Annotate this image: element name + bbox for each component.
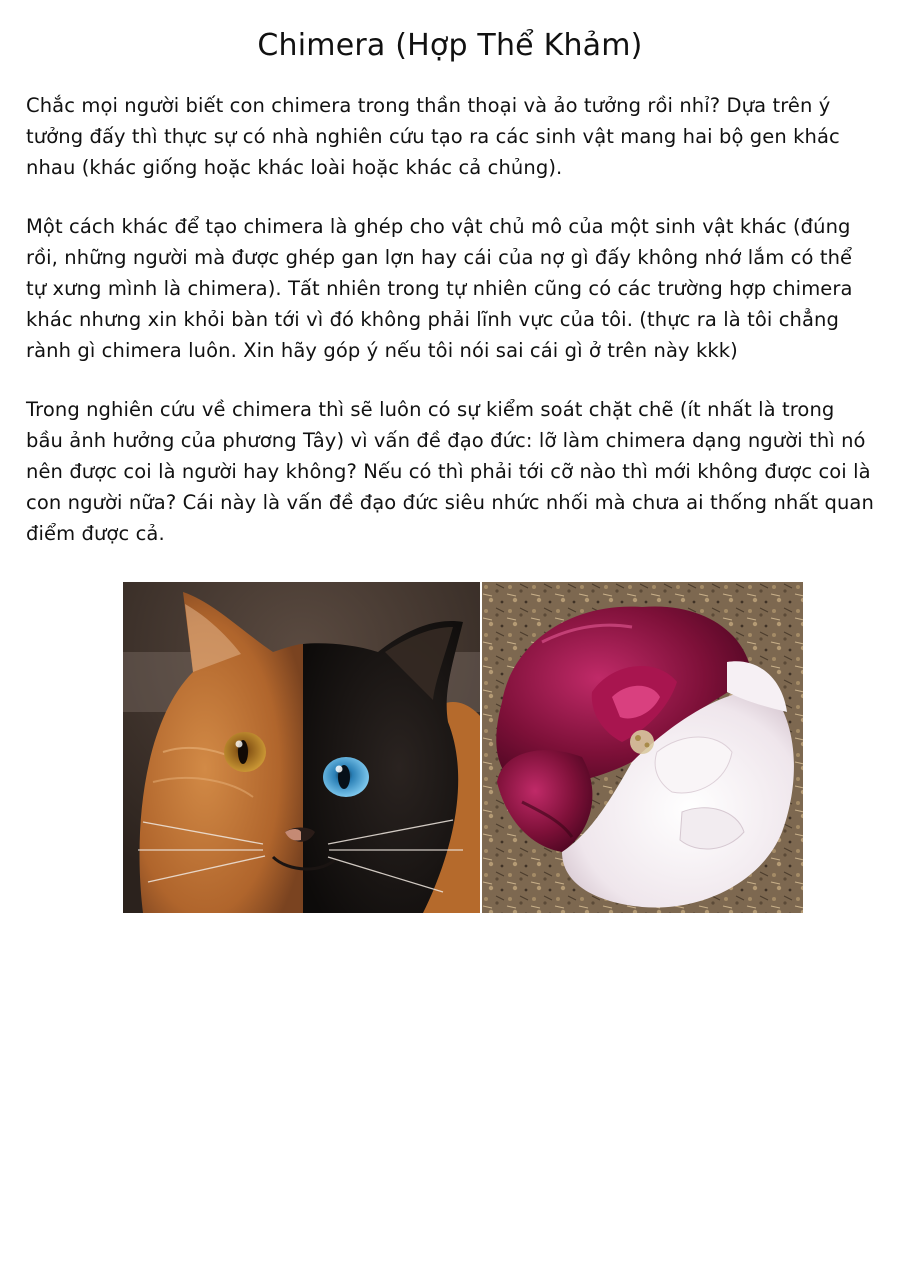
chimera-cat-photo [123, 582, 480, 913]
paragraph-3: Trong nghiên cứu về chimera thì sẽ luôn có sự kiểm soát chặt chẽ (ít nhất là trong bầu ảnh hưởng của phương Tây) vì vấn đề đạo đức: lỡ làm chimera dạng người thì nó nên được coi là người hay không? Nếu có thì phải tới cỡ nào thì mới không được coi là con người nữa? Cái này là vấn đề đạo đức siêu nhức nhối mà chưa ai thống nhất quan điểm được cả. [26, 398, 874, 545]
paragraph-2: Một cách khác để tạo chimera là ghép cho vật chủ mô của một sinh vật khác (đúng rồi, những người mà được ghép gan lợn hay cái của nợ gì đấy không nhớ lắm có thể tự xưng mình là chimera). Tất nhiên trong tự nhiên cũng có các trường hợp chimera khác nhưng xin khỏi bàn tới vì đó không phải lĩnh vực của tôi. (thực ra là tôi chẳng rành gì chimera luôn. Xin hãy góp ý nếu tôi nói sai cái gì ở trên này kkk) [26, 215, 853, 362]
image-pair [123, 582, 803, 913]
page-title: Chimera (Hợp Thể Khảm) [257, 28, 643, 63]
paragraph-1: Chắc mọi người biết con chimera trong thần thoại và ảo tưởng rồi nhỉ? Dựa trên ý tưởng đấy thì thực sự có nhà nghiên cứu tạo ra các sinh vật mang hai bộ gen khác nhau (khác giống hoặc khác loài hoặc khác cả chủng). [26, 94, 840, 179]
article-body [26, 90, 876, 577]
chimera-rose-photo [482, 582, 803, 913]
